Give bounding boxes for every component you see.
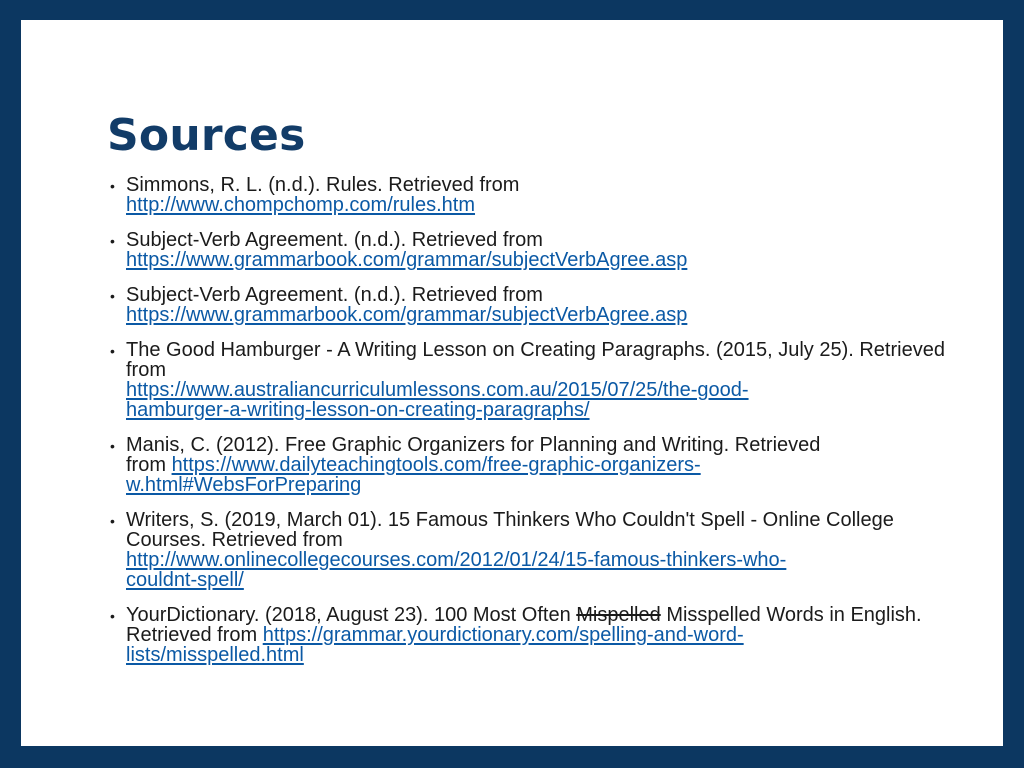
source-link-line: https://grammar.yourdictionary.com/spelling-and-word-: [262, 624, 744, 646]
source-link-line: https://www.australiancurriculumlessons.com.au/2015/07/25/the-good-: [126, 379, 749, 401]
source-link[interactable]: https://www.grammarbook.com/grammar/subjectVerbAgree.asp: [126, 304, 688, 326]
source-text: Subject-Verb Agreement. (n.d.). Retrieved from: [126, 284, 543, 306]
source-link-line: w.html#WebsForPreparing: [126, 474, 362, 496]
source-text: from: [126, 454, 166, 476]
source-link-line: lists/misspelled.html: [126, 644, 304, 666]
source-text: The Good Hamburger - A Writing Lesson on Creating Paragraphs. (2015, July 25). Retrieved from: [126, 339, 945, 381]
source-link-line: https://www.dailyteachingtools.com/free-graphic-organizers-: [171, 454, 701, 476]
list-item: [107, 285, 967, 325]
sources-list: [107, 175, 967, 680]
page-title: Sources: [107, 110, 306, 161]
source-text: Misspelled Words in English. Retrieved from: [126, 604, 922, 646]
list-item: [107, 510, 967, 590]
source-link[interactable]: [126, 380, 967, 420]
source-text: Simmons, R. L. (n.d.). Rules. Retrieved from: [126, 174, 520, 196]
source-link[interactable]: [126, 550, 967, 590]
source-link-line: http://www.onlinecollegecourses.com/2012/01/24/15-famous-thinkers-who-: [126, 549, 787, 571]
source-link-line: hamburger-a-writing-lesson-on-creating-paragraphs/: [126, 399, 590, 421]
source-link[interactable]: https://www.grammarbook.com/grammar/subjectVerbAgree.asp: [126, 249, 688, 271]
list-item: [107, 340, 967, 420]
list-item: [107, 435, 967, 495]
slide: [21, 20, 1003, 746]
source-link[interactable]: http://www.chompchomp.com/rules.htm: [126, 194, 476, 216]
source-text: Subject-Verb Agreement. (n.d.). Retrieved from: [126, 229, 543, 251]
source-text: YourDictionary. (2018, August 23). 100 Most Often: [126, 604, 571, 626]
list-item: [107, 230, 967, 270]
source-text: Manis, C. (2012). Free Graphic Organizers for Planning and Writing. Retrieved: [126, 434, 821, 456]
list-item: [107, 605, 967, 665]
struck-text: Mispelled: [576, 604, 661, 626]
source-link-line: couldnt-spell/: [126, 569, 244, 591]
list-item: [107, 175, 967, 215]
source-link[interactable]: [126, 454, 701, 496]
source-text: Writers, S. (2019, March 01). 15 Famous Thinkers Who Couldn't Spell - Online College Courses. Retrieved from: [126, 509, 894, 551]
